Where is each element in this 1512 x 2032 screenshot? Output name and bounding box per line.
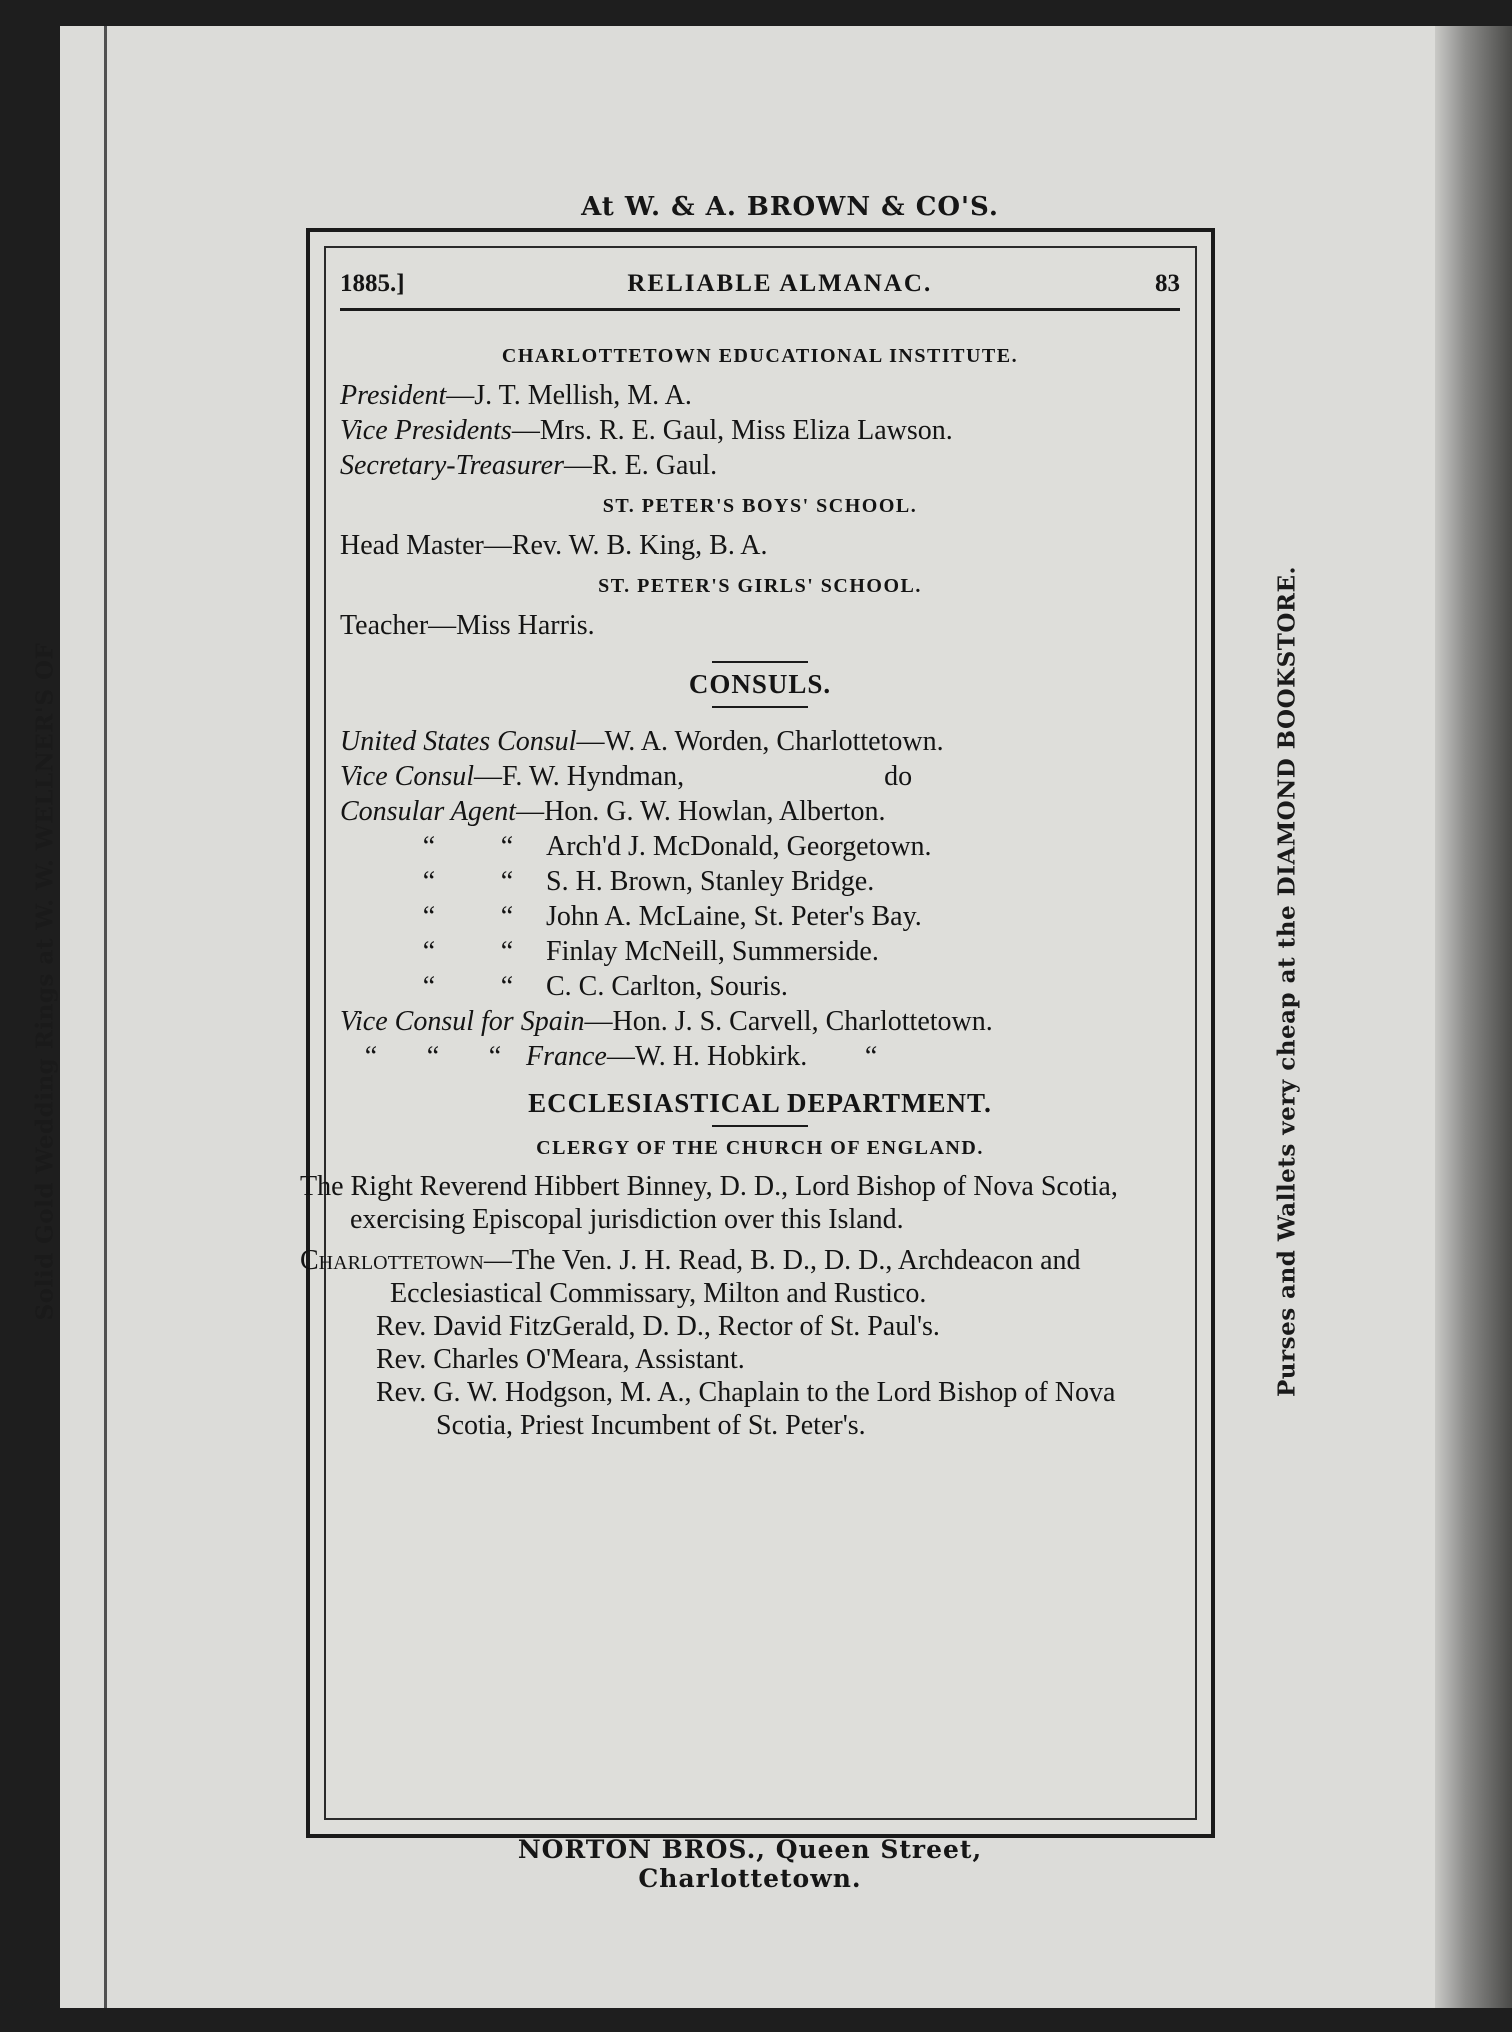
ditto-quote: “ — [500, 901, 514, 932]
role-holder: —F. W. Hyndman, — [474, 761, 685, 792]
header-title: RELIABLE ALMANAC. — [627, 270, 933, 297]
boys-school-heading: ST. PETER'S BOYS' SCHOOL. — [602, 495, 918, 517]
ditto-quote: “ — [488, 1041, 502, 1072]
left-side-advert: Solid Gold Wedding Rings at W. W. WELLNER'S OF — [31, 642, 59, 1321]
ditto-quote: “ — [422, 936, 436, 967]
ditto-quote: “ — [426, 1041, 440, 1072]
role-label: Secretary-Treasurer — [340, 450, 564, 481]
ditto-quote: “ — [422, 901, 436, 932]
section-rule — [712, 661, 808, 663]
place-label: Charlottetown — [300, 1245, 484, 1276]
running-header — [340, 262, 1180, 311]
clergy-entry: Rev. G. W. Hodgson, M. A., Chaplain to the Lord Bishop of Nova Scotia, Priest Incumbent of St. Peter's. — [376, 1377, 1116, 1441]
institute-vice-presidents — [340, 413, 1180, 448]
role-holder: —Mrs. R. E. Gaul, Miss Eliza Lawson. — [511, 415, 953, 446]
role-label: Vice Consul — [340, 761, 475, 792]
ditto-quote: “ — [422, 866, 436, 897]
ditto-quote: “ — [422, 971, 436, 1002]
role-holder: —W. H. Hobkirk. — [606, 1041, 808, 1072]
institute-secretary — [340, 448, 1180, 483]
agent-name: Finlay McNeill, Summerside. — [546, 936, 879, 967]
place-clergy: —The Ven. J. H. Read, B. D., D. D., Archdeacon and Ecclesiastical Commissary, Milton and Rustico. — [390, 1245, 1081, 1309]
ditto-quote: “ — [500, 866, 514, 897]
consular-agent-entry — [340, 829, 1180, 864]
top-advert-banner: At W. & A. BROWN & CO'S. — [581, 192, 999, 222]
consular-agent-entry — [340, 934, 1180, 969]
vice-consul-spain — [340, 1004, 1180, 1039]
bishop-entry: The Right Reverend Hibbert Binney, D. D., Lord Bishop of Nova Scotia, exercising Episcopal jurisdiction over this Island. — [300, 1171, 1118, 1235]
ecclesiastical-heading: ECCLESIASTICAL DEPARTMENT. — [528, 1088, 992, 1118]
role-label: Vice Presidents — [340, 415, 512, 446]
role-label: Consular Agent — [340, 796, 517, 827]
role-holder: —R. E. Gaul. — [563, 450, 718, 481]
charlottetown-entry — [300, 1244, 1180, 1310]
bottom-advert-banner: NORTON BROS., Queen Street, Charlottetown. — [517, 1835, 983, 1893]
ditto-quote: “ — [500, 936, 514, 967]
vice-consul-france — [340, 1039, 1180, 1074]
girls-school-teacher: Teacher—Miss Harris. — [340, 610, 595, 641]
agent-name: Arch'd J. McDonald, Georgetown. — [546, 831, 932, 862]
almanac-page-content — [300, 262, 1180, 1442]
ditto-mark: do — [884, 761, 913, 792]
header-year: 1885.] — [340, 270, 405, 297]
role-holder: —W. A. Worden, Charlottetown. — [576, 726, 944, 757]
page-edge-shadow — [1435, 26, 1512, 2008]
role-label: President — [340, 380, 447, 411]
header-page-number: 83 — [1154, 270, 1180, 297]
boys-school-master: Head Master—Rev. W. B. King, B. A. — [340, 530, 768, 561]
role-label: France — [526, 1041, 607, 1072]
role-label: United States Consul — [340, 726, 577, 757]
consular-agent-entry — [340, 969, 1180, 1004]
section-rule — [712, 1125, 808, 1127]
ditto-quote: “ — [422, 831, 436, 862]
clergy-entry: Rev. David FitzGerald, D. D., Rector of St. Paul's. — [376, 1311, 940, 1342]
role-holder: —J. T. Mellish, M. A. — [446, 380, 692, 411]
institute-heading: CHARLOTTETOWN EDUCATIONAL INSTITUTE. — [501, 345, 1019, 367]
agent-name: S. H. Brown, Stanley Bridge. — [546, 866, 875, 897]
consular-agent-entry — [340, 899, 1180, 934]
consuls-heading: CONSULS. — [688, 669, 832, 699]
role-label: Vice Consul for Spain — [340, 1006, 585, 1037]
role-holder: —Hon. J. S. Carvell, Charlottetown. — [584, 1006, 993, 1037]
ditto-quote: “ — [500, 831, 514, 862]
clergy-entry: Rev. Charles O'Meara, Assistant. — [376, 1344, 745, 1375]
right-side-advert: Purses and Wallets very cheap at the DIAMOND BOOKSTORE. — [1273, 565, 1301, 1398]
consular-agent — [340, 794, 1180, 829]
consular-agent-entry — [340, 864, 1180, 899]
role-holder: —Hon. G. W. Howlan, Alberton. — [516, 796, 886, 827]
girls-school-heading: ST. PETER'S GIRLS' SCHOOL. — [598, 575, 922, 597]
vice-consul — [340, 759, 1180, 794]
section-rule — [712, 706, 808, 708]
agent-name: C. C. Carlton, Souris. — [546, 971, 788, 1002]
institute-president — [340, 378, 1180, 413]
ditto-quote: “ — [864, 1041, 878, 1072]
us-consul — [340, 724, 1180, 759]
page-gutter — [104, 26, 107, 2008]
ditto-quote: “ — [364, 1041, 378, 1072]
clergy-heading: CLERGY OF THE CHURCH OF ENGLAND. — [536, 1137, 984, 1159]
agent-name: John A. McLaine, St. Peter's Bay. — [546, 901, 922, 932]
ditto-quote: “ — [500, 971, 514, 1002]
